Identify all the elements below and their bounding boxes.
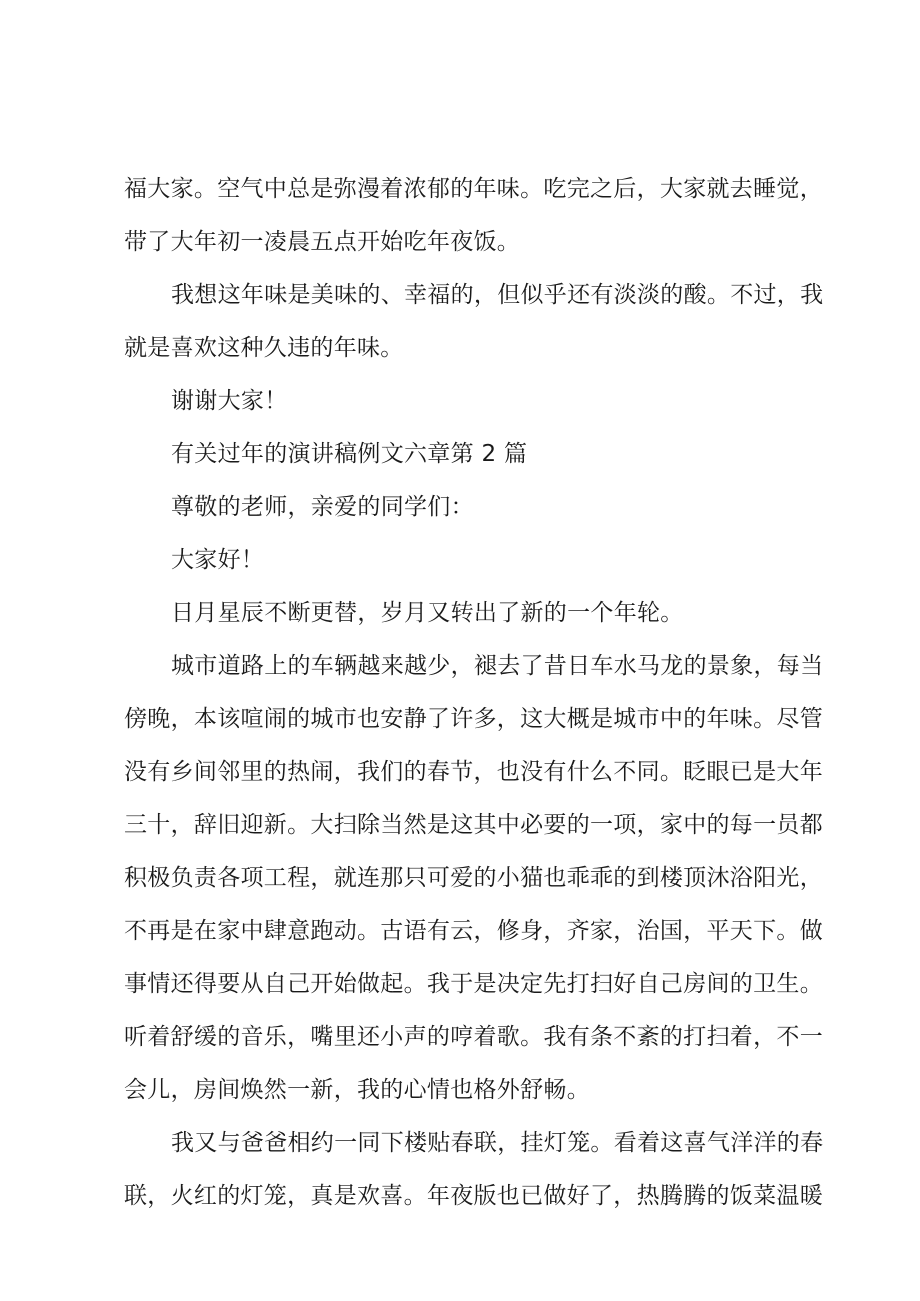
text-line: 三十，辞旧迎新。大扫除当然是这其中必要的一项，家中的每一员都 — [124, 812, 823, 838]
paragraph-start-line: 城市道路上的车辆越来越少，褪去了昔日车水马龙的景象，每当 — [171, 653, 824, 679]
text-line: 没有乡间邻里的热闹，我们的春节，也没有什么不同。眨眼已是大年 — [124, 759, 823, 785]
document-body — [124, 163, 824, 1223]
closing-thanks: 谢谢大家！ — [171, 388, 288, 414]
text-line: 福大家。空气中总是弥漫着浓郁的年味。吃完之后，大家就去睡觉， — [124, 176, 823, 202]
text-line: 积极负责各项工程，就连那只可爱的小猫也乖乖的到楼顶沐浴阳光， — [124, 865, 823, 891]
text-line: 事情还得要从自己开始做起。我于是决定先打扫好自己房间的卫生。 — [124, 971, 823, 997]
text-line: 就是喜欢这种久违的年味。 — [124, 335, 404, 361]
text-line: 听着舒缓的音乐，嘴里还小声的哼着歌。我有条不紊的打扫着，不一 — [124, 1024, 823, 1050]
text-line: 傍晚，本该喧闹的城市也安静了许多，这大概是城市中的年味。尽管 — [124, 706, 823, 732]
section-title: 有关过年的演讲稿例文六章第 2 篇 — [171, 441, 528, 467]
paragraph-start-line: 我又与爸爸相约一同下楼贴春联，挂灯笼。看着这喜气洋洋的春 — [171, 1130, 824, 1156]
paragraph-start-line: 日月星辰不断更替，岁月又转出了新的一个年轮。 — [171, 600, 684, 626]
salutation: 尊敬的老师，亲爱的同学们： — [171, 494, 474, 520]
text-line: 不再是在家中肆意跑动。古语有云，修身，齐家，治国，平天下。做 — [124, 918, 823, 944]
greeting: 大家好！ — [171, 547, 265, 573]
text-line: 联，火红的灯笼，真是欢喜。年夜版也已做好了，热腾腾的饭菜温暖 — [124, 1183, 823, 1209]
text-line: 会儿，房间焕然一新，我的心情也格外舒畅。 — [124, 1077, 590, 1103]
paragraph-start-line: 我想这年味是美味的、幸福的，但似乎还有淡淡的酸。不过，我 — [171, 282, 824, 308]
text-line: 带了大年初一凌晨五点开始吃年夜饭。 — [124, 229, 521, 255]
